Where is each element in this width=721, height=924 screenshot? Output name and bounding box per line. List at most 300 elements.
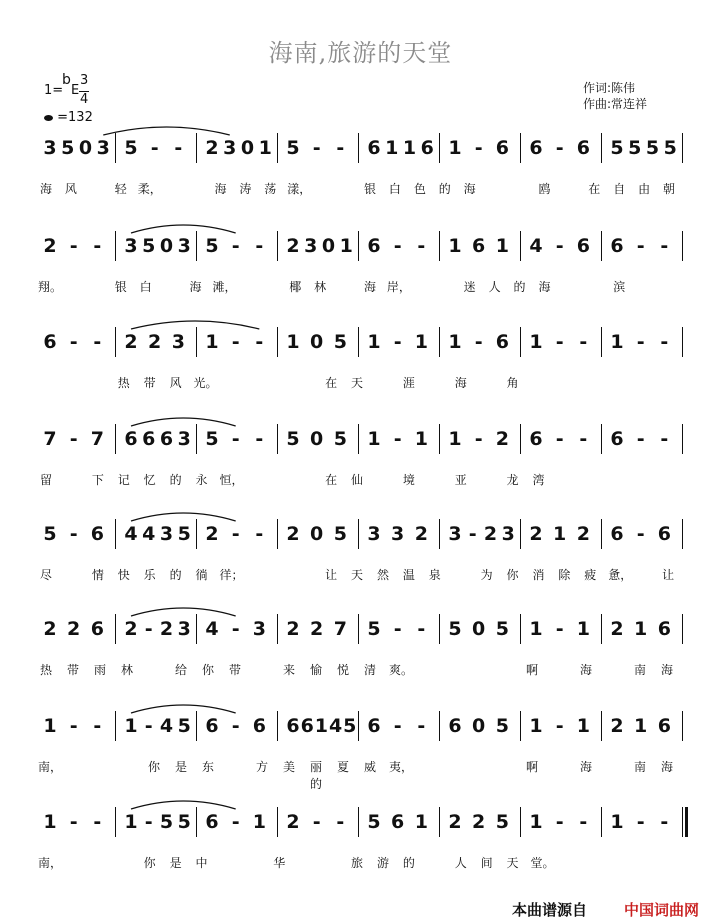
note: 5 bbox=[333, 428, 347, 450]
lyric-syllable: 尽 bbox=[39, 568, 52, 582]
dash-note: - bbox=[579, 428, 588, 450]
note: 6 bbox=[610, 523, 624, 545]
dash-note: - bbox=[555, 715, 564, 737]
lyric-syllable: 带 bbox=[66, 663, 79, 677]
lyric-syllable: 天 bbox=[351, 376, 364, 390]
lyric-syllable: 滨 bbox=[613, 280, 626, 294]
note: 6 bbox=[367, 715, 381, 737]
lyric-syllable: 徜 bbox=[195, 568, 208, 582]
slur-mark bbox=[38, 408, 686, 432]
note: 5 bbox=[205, 428, 219, 450]
lyric-syllable: 湾 bbox=[532, 473, 545, 487]
note: 0 bbox=[159, 235, 174, 257]
note: 2 bbox=[148, 331, 162, 353]
lyric-syllable: 在 bbox=[588, 182, 601, 196]
note: 2 bbox=[67, 618, 81, 640]
note: 6 bbox=[576, 235, 590, 257]
note: 2 bbox=[310, 618, 324, 640]
lyric-syllable: 徉； bbox=[219, 568, 244, 582]
note: 3 bbox=[171, 331, 185, 353]
slur-mark bbox=[38, 695, 686, 719]
dash-note: - bbox=[69, 235, 78, 257]
lyric-syllable: 你 bbox=[506, 568, 519, 582]
lyric-syllable: 在 bbox=[325, 473, 338, 487]
note: 1 bbox=[634, 618, 648, 640]
dash-note: - bbox=[636, 811, 645, 833]
lyrics-line bbox=[38, 614, 686, 684]
lyric-syllable: 银 bbox=[363, 182, 376, 196]
lyric-syllable: 南， bbox=[38, 856, 63, 870]
slur-mark bbox=[38, 791, 686, 815]
note: 1 bbox=[448, 235, 462, 257]
lyric-syllable: 翔。 bbox=[38, 280, 63, 294]
note: 6 bbox=[495, 331, 509, 353]
lyric-syllable: 啊 bbox=[525, 760, 538, 774]
time-signature-bottom: 4 bbox=[80, 92, 89, 107]
lyric-syllable: 龙 bbox=[506, 473, 519, 487]
lyric-syllable: 朝 bbox=[663, 182, 676, 196]
note: 1 bbox=[448, 428, 462, 450]
slur-mark bbox=[38, 311, 686, 335]
lyric-syllable: 鸥 bbox=[538, 182, 551, 196]
lyric-syllable: 涛 bbox=[239, 182, 252, 196]
note: 4 bbox=[205, 618, 219, 640]
lyric-syllable: 海 bbox=[454, 376, 467, 390]
staff-row bbox=[38, 424, 686, 494]
note: 3 bbox=[304, 235, 318, 257]
dash-note: - bbox=[660, 428, 669, 450]
note: 5 bbox=[645, 137, 660, 159]
lyric-syllable: 海 bbox=[463, 182, 476, 196]
note: 3 bbox=[367, 523, 381, 545]
dash-note: - bbox=[660, 331, 669, 353]
note: 1 bbox=[529, 618, 543, 640]
lyric-syllable: 由 bbox=[638, 182, 651, 196]
note: 3 bbox=[159, 523, 174, 545]
note: 1 bbox=[414, 331, 428, 353]
note: 2 bbox=[610, 618, 624, 640]
dash-note: - bbox=[255, 331, 264, 353]
note: 0 bbox=[310, 428, 324, 450]
dash-note: - bbox=[144, 618, 153, 640]
lyrics-line bbox=[38, 231, 686, 301]
footer-site-link[interactable]: 中国词曲网 bbox=[624, 901, 700, 919]
dash-note: - bbox=[393, 618, 402, 640]
dash-note: - bbox=[555, 235, 564, 257]
note: 2 bbox=[159, 618, 174, 640]
dash-note: - bbox=[579, 811, 588, 833]
note: 5 bbox=[142, 235, 156, 257]
lyric-syllable: 银 bbox=[114, 280, 127, 294]
lyric-syllable: 风 bbox=[64, 182, 77, 196]
lyric-syllable: 雨 bbox=[93, 663, 106, 677]
note: 0 bbox=[240, 137, 255, 159]
lyric-syllable: 海 bbox=[579, 760, 592, 774]
note: 1 bbox=[414, 428, 428, 450]
note: 6 bbox=[286, 715, 300, 737]
lyric-syllable: 椰 bbox=[289, 280, 302, 294]
dash-note: - bbox=[393, 331, 402, 353]
lyric-syllable: 美 bbox=[282, 760, 295, 774]
staff-row bbox=[38, 133, 686, 203]
lyric-syllable: 丽的 bbox=[309, 760, 322, 791]
lyric-syllable: 啊 bbox=[525, 663, 538, 677]
dash-note: - bbox=[555, 137, 564, 159]
lyric-syllable: 威 bbox=[363, 760, 376, 774]
note: 6 bbox=[159, 428, 174, 450]
dash-note: - bbox=[312, 811, 321, 833]
note: 2 bbox=[495, 428, 509, 450]
note: 1 bbox=[529, 811, 543, 833]
lyric-syllable: 荡 bbox=[264, 182, 277, 196]
note: 5 bbox=[628, 137, 642, 159]
lyric-syllable: 自 bbox=[613, 182, 626, 196]
lyric-syllable: 南， bbox=[38, 760, 63, 774]
note: 1 bbox=[314, 715, 328, 737]
lyric-syllable: 轻 bbox=[114, 182, 127, 196]
note: 4 bbox=[159, 715, 174, 737]
dash-note: - bbox=[660, 811, 669, 833]
note: 3 bbox=[252, 618, 266, 640]
dash-note: - bbox=[555, 428, 564, 450]
note: 3 bbox=[43, 137, 57, 159]
note: 4 bbox=[124, 523, 138, 545]
composer: 作曲:常连祥 bbox=[583, 97, 648, 111]
dash-note: - bbox=[144, 811, 153, 833]
note: 5 bbox=[286, 428, 300, 450]
lyric-syllable: 是 bbox=[174, 760, 187, 774]
slur-mark bbox=[38, 503, 686, 527]
note: 6 bbox=[205, 811, 219, 833]
note: 5 bbox=[177, 811, 191, 833]
lyric-syllable: 给 bbox=[174, 663, 187, 677]
lyric-syllable: 亚 bbox=[454, 473, 467, 487]
note: 2 bbox=[610, 715, 624, 737]
note: 3 bbox=[177, 618, 191, 640]
note: 1 bbox=[339, 235, 353, 257]
dash-note: - bbox=[393, 428, 402, 450]
lyric-syllable: 温 bbox=[402, 568, 415, 582]
note: 1 bbox=[576, 618, 590, 640]
note: 5 bbox=[286, 137, 300, 159]
dash-note: - bbox=[579, 331, 588, 353]
note: 5 bbox=[124, 137, 138, 159]
dash-note: - bbox=[555, 618, 564, 640]
lyric-syllable: 海 bbox=[579, 663, 592, 677]
credits bbox=[583, 80, 647, 112]
note: 6 bbox=[90, 618, 104, 640]
note: 1 bbox=[43, 811, 57, 833]
dash-note: - bbox=[255, 235, 264, 257]
note: 5 bbox=[367, 811, 381, 833]
dash-note: - bbox=[255, 428, 264, 450]
note: 5 bbox=[495, 715, 509, 737]
lyric-syllable: 海 bbox=[538, 280, 551, 294]
lyric-syllable: 让 bbox=[325, 568, 338, 582]
note: 5 bbox=[43, 523, 57, 545]
lyric-syllable: 疲 bbox=[584, 568, 597, 582]
note: 2 bbox=[286, 811, 300, 833]
staff-row bbox=[38, 327, 686, 397]
dash-note: - bbox=[468, 523, 477, 545]
note: 4 bbox=[529, 235, 543, 257]
note: 1 bbox=[385, 137, 399, 159]
lyric-syllable: 热 bbox=[39, 663, 52, 677]
note: 3 bbox=[223, 137, 237, 159]
note: 6 bbox=[252, 715, 266, 737]
lyric-syllable: 清 bbox=[363, 663, 376, 677]
note: 1 bbox=[124, 811, 138, 833]
lyric-syllable: 乐 bbox=[143, 568, 156, 582]
note: 1 bbox=[634, 715, 648, 737]
lyric-syllable: 让 bbox=[662, 568, 675, 582]
note: 1 bbox=[610, 811, 624, 833]
lyric-syllable: 带 bbox=[143, 376, 156, 390]
note: 6 bbox=[472, 235, 486, 257]
note: 1 bbox=[610, 331, 624, 353]
note: 4 bbox=[142, 523, 156, 545]
dash-note: - bbox=[144, 715, 153, 737]
lyric-syllable: 南 bbox=[633, 663, 646, 677]
lyric-syllable: 爽。 bbox=[389, 663, 414, 677]
lyric-syllable: 永 bbox=[195, 473, 208, 487]
note: 1 bbox=[495, 235, 509, 257]
note: 3 bbox=[391, 523, 405, 545]
dash-note: - bbox=[93, 715, 102, 737]
note: 6 bbox=[391, 811, 405, 833]
lyric-syllable: 海 bbox=[39, 182, 52, 196]
note: 6 bbox=[657, 523, 671, 545]
note: 5 bbox=[663, 137, 677, 159]
dash-note: - bbox=[93, 811, 102, 833]
note: 0 bbox=[321, 235, 336, 257]
note: 6 bbox=[367, 137, 381, 159]
slur-mark bbox=[38, 598, 686, 622]
lyric-syllable: 你 bbox=[201, 663, 214, 677]
note: 5 bbox=[159, 811, 174, 833]
dash-note: - bbox=[69, 523, 78, 545]
note: 2 bbox=[286, 235, 300, 257]
note: 6 bbox=[529, 137, 543, 159]
note: 5 bbox=[177, 715, 191, 737]
lyric-syllable: 留 bbox=[39, 473, 52, 487]
lyric-syllable: 光。 bbox=[193, 376, 218, 390]
lyric-syllable: 中 bbox=[195, 856, 208, 870]
dash-note: - bbox=[255, 523, 264, 545]
note: 6 bbox=[124, 428, 138, 450]
note: 5 bbox=[333, 523, 347, 545]
note: 5 bbox=[367, 618, 381, 640]
note: 2 bbox=[576, 523, 590, 545]
note: 2 bbox=[414, 523, 428, 545]
lyric-syllable: 愉 bbox=[309, 663, 322, 677]
dash-note: - bbox=[336, 811, 345, 833]
lyric-syllable: 热 bbox=[117, 376, 130, 390]
lyric-syllable: 然 bbox=[376, 568, 389, 582]
lyric-syllable: 的 bbox=[438, 182, 451, 196]
dash-note: - bbox=[636, 428, 645, 450]
note: 0 bbox=[472, 618, 486, 640]
lyric-syllable: 天 bbox=[506, 856, 519, 870]
note: 0 bbox=[472, 715, 486, 737]
lyric-syllable: 林 bbox=[120, 663, 133, 677]
dash-note: - bbox=[636, 331, 645, 353]
lyric-syllable: 海 bbox=[660, 760, 673, 774]
lyric-syllable: 海 bbox=[189, 280, 202, 294]
staff-row bbox=[38, 614, 686, 684]
note: 6 bbox=[529, 428, 543, 450]
note: 6 bbox=[657, 715, 671, 737]
note: 3 bbox=[124, 235, 138, 257]
lyric-syllable: 悦 bbox=[336, 663, 349, 677]
note: 2 bbox=[43, 235, 57, 257]
lyric-syllable: 境 bbox=[402, 473, 415, 487]
note: 1 bbox=[367, 331, 381, 353]
lyric-syllable: 旅 bbox=[351, 856, 364, 870]
note: 0 bbox=[310, 331, 324, 353]
lyric-syllable: 忆 bbox=[143, 473, 156, 487]
note: 6 bbox=[142, 428, 156, 450]
lyric-syllable: 人 bbox=[454, 856, 467, 870]
note: 1 bbox=[205, 331, 219, 353]
note: 2 bbox=[472, 811, 486, 833]
note: 0 bbox=[310, 523, 324, 545]
lyric-syllable: 天 bbox=[351, 568, 364, 582]
note: 2 bbox=[483, 523, 498, 545]
staff-row bbox=[38, 519, 686, 589]
lyric-syllable: 方 bbox=[255, 760, 268, 774]
lyric-syllable: 柔， bbox=[137, 182, 162, 196]
note: 6 bbox=[657, 618, 671, 640]
dash-note: - bbox=[150, 137, 159, 159]
slur-mark bbox=[38, 117, 686, 141]
lyric-syllable: 为 bbox=[480, 568, 493, 582]
lyric-syllable: 漾， bbox=[287, 182, 312, 196]
lyric-syllable: 海 bbox=[214, 182, 227, 196]
song-title: 海南,旅游的天堂 bbox=[268, 39, 453, 67]
lyrics-line bbox=[38, 133, 686, 203]
dash-note: - bbox=[231, 618, 240, 640]
note: 6 bbox=[610, 428, 624, 450]
lyric-syllable: 白 bbox=[388, 182, 401, 196]
lyric-syllable: 滩， bbox=[212, 280, 237, 294]
dash-note: - bbox=[474, 331, 483, 353]
note: 6 bbox=[205, 715, 219, 737]
footer-source: 本曲谱源自 bbox=[512, 901, 588, 919]
lyric-syllable: 涯 bbox=[402, 376, 415, 390]
note: 2 bbox=[205, 137, 219, 159]
lyric-syllable: 的 bbox=[169, 568, 182, 582]
dash-note: - bbox=[555, 811, 564, 833]
dash-note: - bbox=[474, 137, 483, 159]
dash-note: - bbox=[93, 331, 102, 353]
lyric-syllable: 海 bbox=[363, 280, 376, 294]
key-letter: E bbox=[71, 83, 80, 98]
dash-note: - bbox=[417, 618, 426, 640]
note: 1 bbox=[529, 331, 543, 353]
note: 2 bbox=[205, 523, 219, 545]
note: 6 bbox=[448, 715, 462, 737]
lyrics-line bbox=[38, 519, 686, 589]
note: 1 bbox=[286, 331, 300, 353]
note: 5 bbox=[610, 137, 624, 159]
lyric-syllable: 是 bbox=[169, 856, 182, 870]
note: 1 bbox=[448, 137, 462, 159]
lyric-syllable: 快 bbox=[117, 568, 130, 582]
dash-note: - bbox=[393, 235, 402, 257]
lyric-syllable: 白 bbox=[139, 280, 152, 294]
staff-row bbox=[38, 711, 686, 791]
note: 5 bbox=[448, 618, 462, 640]
dash-note: - bbox=[555, 331, 564, 353]
note: 7 bbox=[90, 428, 104, 450]
note: 6 bbox=[300, 715, 314, 737]
lyric-syllable: 除 bbox=[558, 568, 571, 582]
lyrics-line bbox=[38, 327, 686, 397]
lyric-syllable: 人 bbox=[488, 280, 501, 294]
dash-note: - bbox=[231, 235, 240, 257]
lyric-syllable: 恒， bbox=[219, 473, 244, 487]
lyric-syllable: 东 bbox=[201, 760, 214, 774]
note: 2 bbox=[43, 618, 57, 640]
note: 1 bbox=[124, 715, 138, 737]
dash-note: - bbox=[417, 235, 426, 257]
note: 1 bbox=[576, 715, 590, 737]
note: 1 bbox=[252, 811, 266, 833]
note: 6 bbox=[495, 137, 509, 159]
dash-note: - bbox=[231, 715, 240, 737]
lyric-syllable: 夷， bbox=[389, 760, 414, 774]
dash-note: - bbox=[393, 715, 402, 737]
lyrics-line bbox=[38, 424, 686, 494]
note: 1 bbox=[414, 811, 428, 833]
lyricist: 作词:陈伟 bbox=[583, 81, 636, 95]
note: 7 bbox=[43, 428, 57, 450]
lyric-syllable: 岸， bbox=[386, 280, 411, 294]
dash-note: - bbox=[174, 137, 183, 159]
lyric-syllable: 惫， bbox=[608, 568, 633, 582]
key-prefix: 1= bbox=[44, 83, 64, 98]
lyric-syllable: 泉 bbox=[428, 568, 441, 582]
lyric-syllable: 情 bbox=[91, 568, 104, 582]
lyric-syllable: 消 bbox=[532, 568, 545, 582]
lyric-syllable: 间 bbox=[480, 856, 493, 870]
flat-sign: b bbox=[62, 72, 71, 88]
note: 1 bbox=[448, 331, 462, 353]
note: 3 bbox=[501, 523, 515, 545]
note: 1 bbox=[553, 523, 567, 545]
dash-note: - bbox=[231, 331, 240, 353]
staff-row bbox=[38, 807, 686, 877]
note: 6 bbox=[420, 137, 434, 159]
note: 1 bbox=[258, 137, 272, 159]
note: 0 bbox=[78, 137, 93, 159]
dash-note: - bbox=[636, 235, 645, 257]
lyric-syllable: 迷 bbox=[463, 280, 476, 294]
dash-note: - bbox=[336, 137, 345, 159]
note: 6 bbox=[610, 235, 624, 257]
lyric-syllable: 色 bbox=[413, 182, 426, 196]
note: 2 bbox=[286, 523, 300, 545]
note: 2 bbox=[124, 618, 138, 640]
note: 2 bbox=[529, 523, 543, 545]
lyric-syllable: 海 bbox=[660, 663, 673, 677]
staff-row bbox=[38, 231, 686, 301]
note: 3 bbox=[448, 523, 462, 545]
lyric-syllable: 的 bbox=[513, 280, 526, 294]
note: 2 bbox=[448, 811, 462, 833]
dash-note: - bbox=[93, 235, 102, 257]
